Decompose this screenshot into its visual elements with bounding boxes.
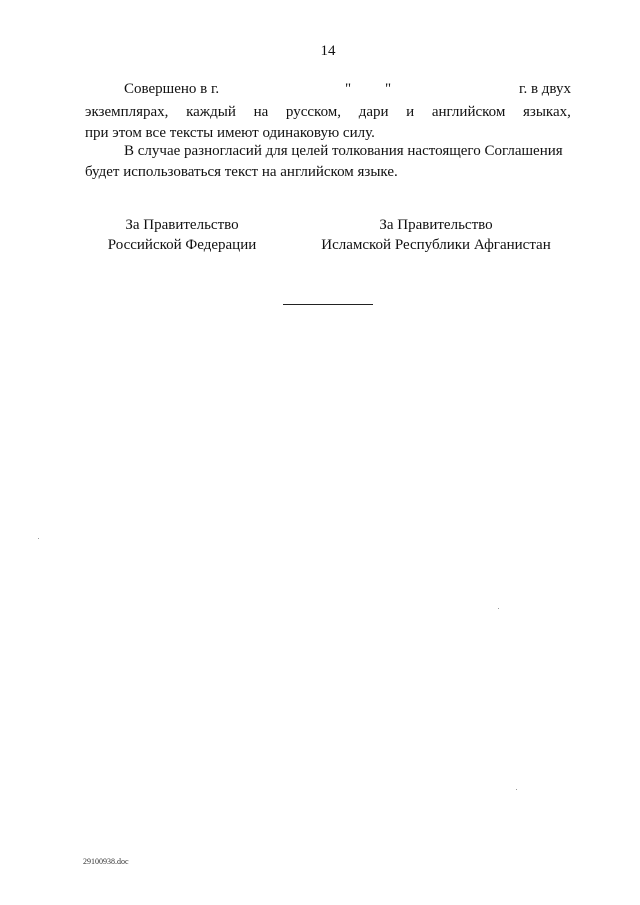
word: на (253, 104, 269, 120)
paragraph1-line2 (85, 102, 571, 123)
year-and-copies-label: г. в двух (519, 81, 571, 97)
signature-block-afghanistan (306, 215, 566, 255)
scan-speck (38, 538, 39, 539)
paragraph2-line2: будет использоваться текст на английском языке. (85, 164, 398, 180)
footer-filename: 29100938.doc (83, 857, 129, 866)
paragraph1-continuation (85, 102, 571, 144)
word: каждый (186, 104, 236, 120)
paragraph1-first-line (124, 81, 571, 102)
word: языках, (523, 104, 571, 120)
date-quote-close: " (385, 81, 392, 97)
page-number: 14 (320, 43, 336, 59)
signature-block-russia (82, 215, 282, 255)
scan-speck (516, 789, 517, 790)
paragraph2 (85, 141, 571, 183)
word: экземплярах, (85, 104, 169, 120)
signature-right-line2: Исламской Республики Афганистан (321, 237, 551, 253)
paragraph2-line1: В случае разногласий для целей толкования настоящего Соглашения (124, 143, 563, 159)
word: дари (358, 104, 389, 120)
paragraph1-line3: при этом все тексты имеют одинаковую силу. (85, 125, 375, 141)
scan-speck (498, 608, 499, 609)
signature-right-line1: За Правительство (379, 217, 493, 233)
end-of-text-divider (283, 304, 373, 305)
date-quote-open: " (345, 81, 352, 97)
done-in-city-label: Совершено в г. (124, 81, 220, 97)
word: русском, (285, 104, 342, 120)
word: и (406, 104, 415, 120)
word: английском (431, 104, 506, 120)
signature-left-line2: Российской Федерации (107, 237, 257, 253)
signature-left-line1: За Правительство (125, 217, 239, 233)
